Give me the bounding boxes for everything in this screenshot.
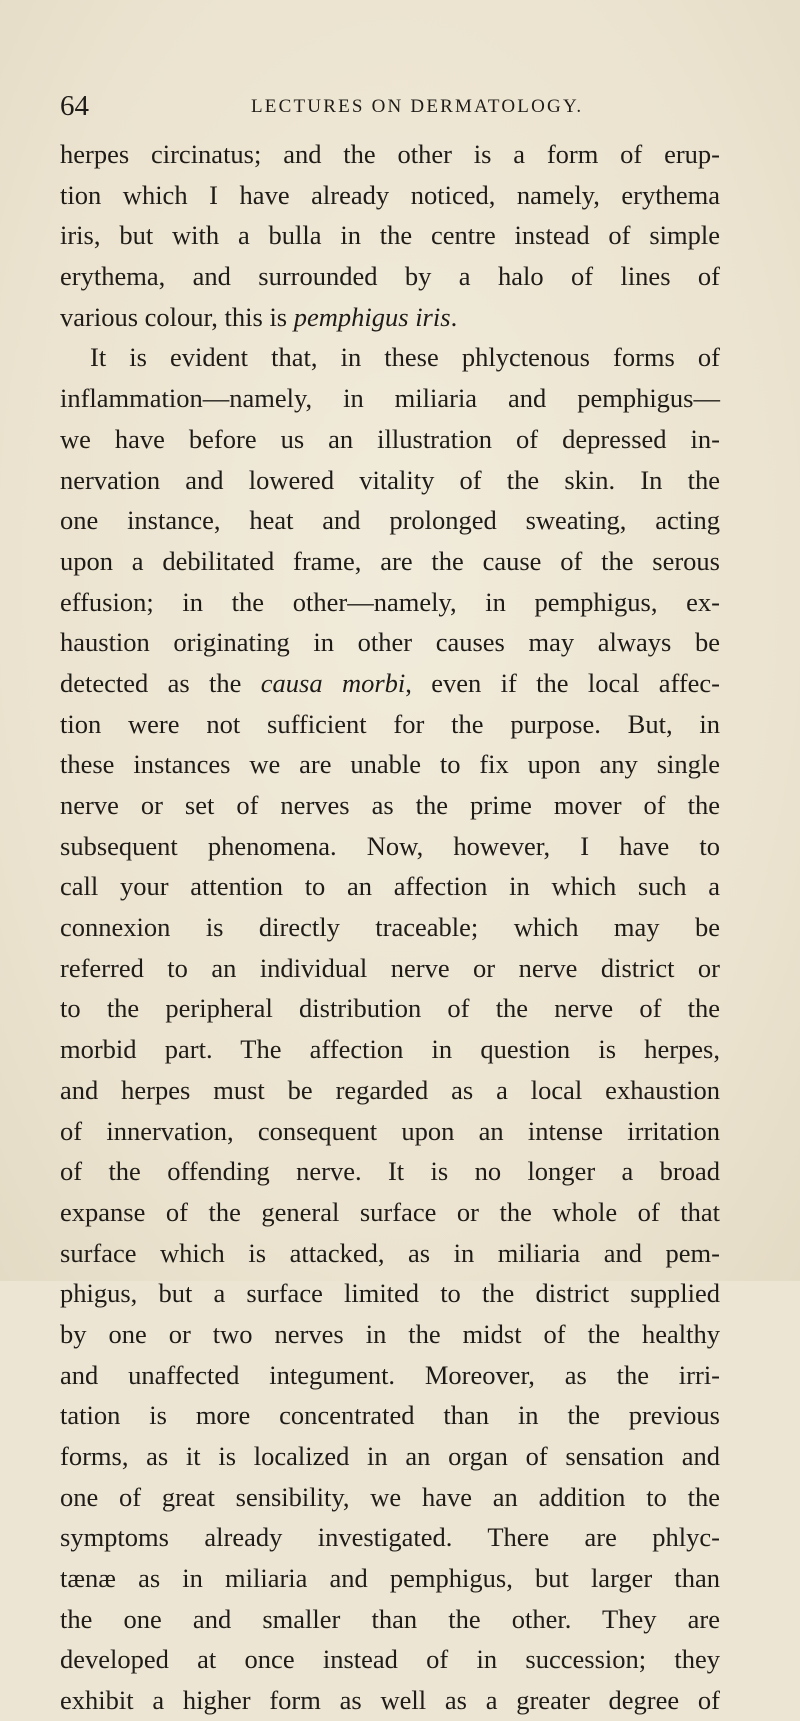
running-head: LECTURES ON DERMATOLOGY. bbox=[251, 96, 584, 117]
text-line: herpes circinatus; and the other is a form of erup- bbox=[60, 139, 720, 169]
body-text bbox=[60, 134, 720, 1721]
text-line: referred to an individual nerve or nerve district or bbox=[60, 952, 720, 983]
text-line: It is evident that, in these phlyctenous forms of bbox=[90, 342, 720, 373]
text-line: nerve or set of nerves as the prime mover of the bbox=[60, 790, 720, 820]
text-line: of the offending nerve. It is no longer a broad bbox=[60, 1156, 720, 1187]
text-line: connexion is directly traceable; which may be bbox=[60, 912, 720, 943]
text-line: erythema, and surrounded by a halo of lines of bbox=[60, 261, 720, 292]
text-line: call your attention to an affection in which such a bbox=[60, 871, 720, 902]
text-line: tation is more concentrated than in the previous bbox=[60, 1400, 720, 1431]
text-line: the one and smaller than the other. They are bbox=[60, 1603, 720, 1634]
text-line: phigus, but a surface limited to the district supplied bbox=[60, 1278, 720, 1309]
text-line: upon a debilitated frame, are the cause of the serous bbox=[60, 545, 720, 576]
text-line: tion which I have already noticed, namely, erythema bbox=[60, 179, 720, 210]
text-line: expanse of the general surface or the whole of that bbox=[60, 1196, 720, 1227]
text-line: exhibit a higher form as well as a greater degree of bbox=[60, 1685, 720, 1716]
text-line: various colour, this is pemphigus iris. bbox=[60, 301, 458, 332]
text-line: and herpes must be regarded as a local exhaustion bbox=[60, 1074, 720, 1105]
text-line: tænæ as in miliaria and pemphigus, but larger than bbox=[60, 1563, 720, 1594]
text-line: we have before us an illustration of depressed in- bbox=[60, 423, 720, 454]
text-line: forms, as it is localized in an organ of sensation and bbox=[60, 1441, 720, 1471]
text-line: iris, but with a bulla in the centre instead of simple bbox=[60, 220, 720, 251]
text-line: and unaffected integument. Moreover, as the irri- bbox=[60, 1359, 720, 1390]
text-line: by one or two nerves in the midst of the healthy bbox=[60, 1318, 720, 1349]
text-line: one of great sensibility, we have an addition to the bbox=[60, 1481, 720, 1512]
text-line: developed at once instead of in succession; they bbox=[60, 1644, 720, 1675]
italic-term: pemphigus iris bbox=[293, 301, 451, 332]
text-line: effusion; in the other—namely, in pemphigus, ex- bbox=[60, 586, 720, 617]
text-line: one instance, heat and prolonged sweating, acting bbox=[60, 505, 720, 536]
page-header bbox=[60, 88, 690, 124]
text-line: morbid part. The affection in question is herpes, bbox=[60, 1034, 720, 1065]
text-line: these instances we are unable to fix upon any single bbox=[60, 749, 720, 780]
text-line: inflammation—namely, in miliaria and pemphigus— bbox=[60, 383, 720, 414]
text-line: tion were not sufficient for the purpose. But, in bbox=[60, 708, 720, 739]
text-line: surface which is attacked, as in miliaria and pem- bbox=[60, 1237, 720, 1268]
text-line: of innervation, consequent upon an intense irritation bbox=[60, 1115, 720, 1146]
text-line: to the peripheral distribution of the nerve of the bbox=[60, 993, 720, 1024]
text-line: subsequent phenomena. Now, however, I have to bbox=[60, 830, 720, 861]
text-line: detected as the causa morbi, even if the local affec- bbox=[60, 667, 720, 698]
text-line: symptoms already investigated. There are phlyc- bbox=[60, 1522, 720, 1553]
page-number: 64 bbox=[60, 90, 89, 122]
text-line: nervation and lowered vitality of the skin. In the bbox=[60, 464, 720, 495]
text-line: haustion originating in other causes may always be bbox=[60, 627, 720, 658]
italic-term: causa morbi bbox=[260, 667, 406, 698]
